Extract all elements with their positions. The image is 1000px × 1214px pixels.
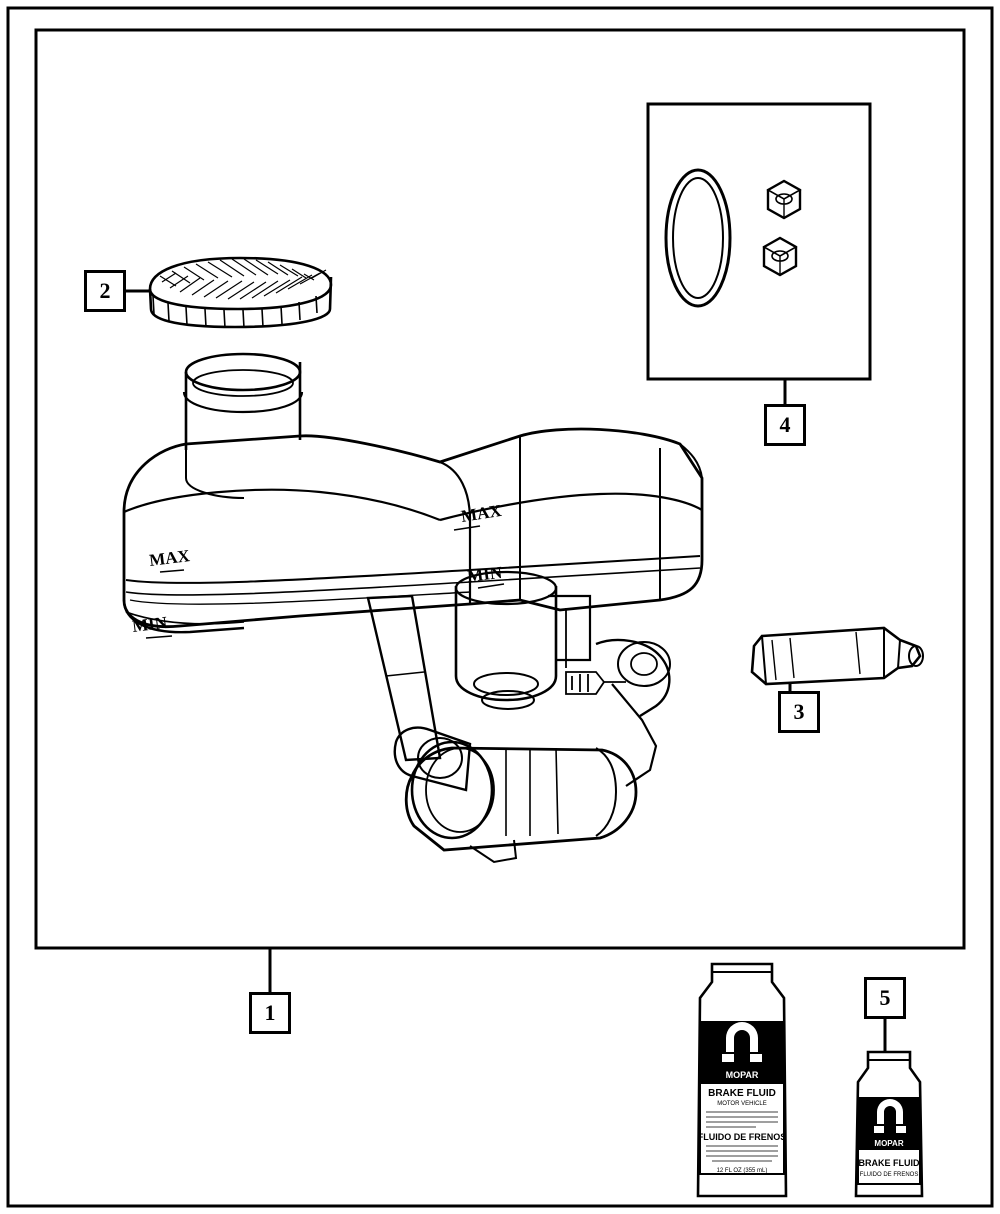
bottle-large-brand: MOPAR [725,1070,759,1080]
master-cylinder-assembly [124,354,702,992]
kit-box [648,104,870,379]
filler-neck-top [186,354,300,390]
cylinder-barrel [406,748,636,850]
callout-3-label: 3 [793,699,805,724]
reservoir-max-left-label: MAX [148,546,191,570]
callout-2[interactable] [84,270,126,312]
nut-upper [768,181,800,218]
bottle-large-volume: 12 FL OZ (355 mL) [716,1168,768,1174]
reservoir-max-right-label: MAX [459,500,503,526]
reservoir-min-right-label: MIN [466,562,504,586]
nut-lower [764,238,796,275]
callout-1[interactable] [249,992,291,1034]
bottle-small-brand: MOPAR [874,1139,904,1148]
reservoir-cap-group [126,258,331,328]
filler-neck-inner [193,370,293,396]
brake-fluid-bottle-small [856,1019,922,1196]
assembly-frame [36,30,964,948]
seal-oring-outer [666,170,730,306]
kit-box-group [648,104,870,404]
reservoir-strut [368,596,440,760]
bottle-small-line1: BRAKE FLUID [858,1158,920,1168]
brake-fluid-bottle-large [698,964,787,1196]
callout-5[interactable] [864,977,906,1019]
callout-4-label: 4 [779,412,791,437]
callout-5-label: 5 [879,985,891,1010]
bottle-large-line1: BRAKE FLUID [708,1088,776,1099]
callout-3[interactable] [778,691,820,733]
bottle-large-line3: FLUIDO DE FRENOS [697,1132,787,1142]
bottle-small-line2: FLUIDO DE FRENOS [859,1172,919,1178]
callout-1-label: 1 [264,1000,276,1025]
callout-2-label: 2 [99,278,111,303]
mounting-flange-right [596,640,669,716]
bottle-large-line2: MOTOR VEHICLE [717,1101,767,1107]
reservoir-min-left-label: MIN [131,612,169,636]
page-border [8,8,992,1206]
callout-4[interactable] [764,404,806,446]
seal-oring-inner [673,178,723,298]
